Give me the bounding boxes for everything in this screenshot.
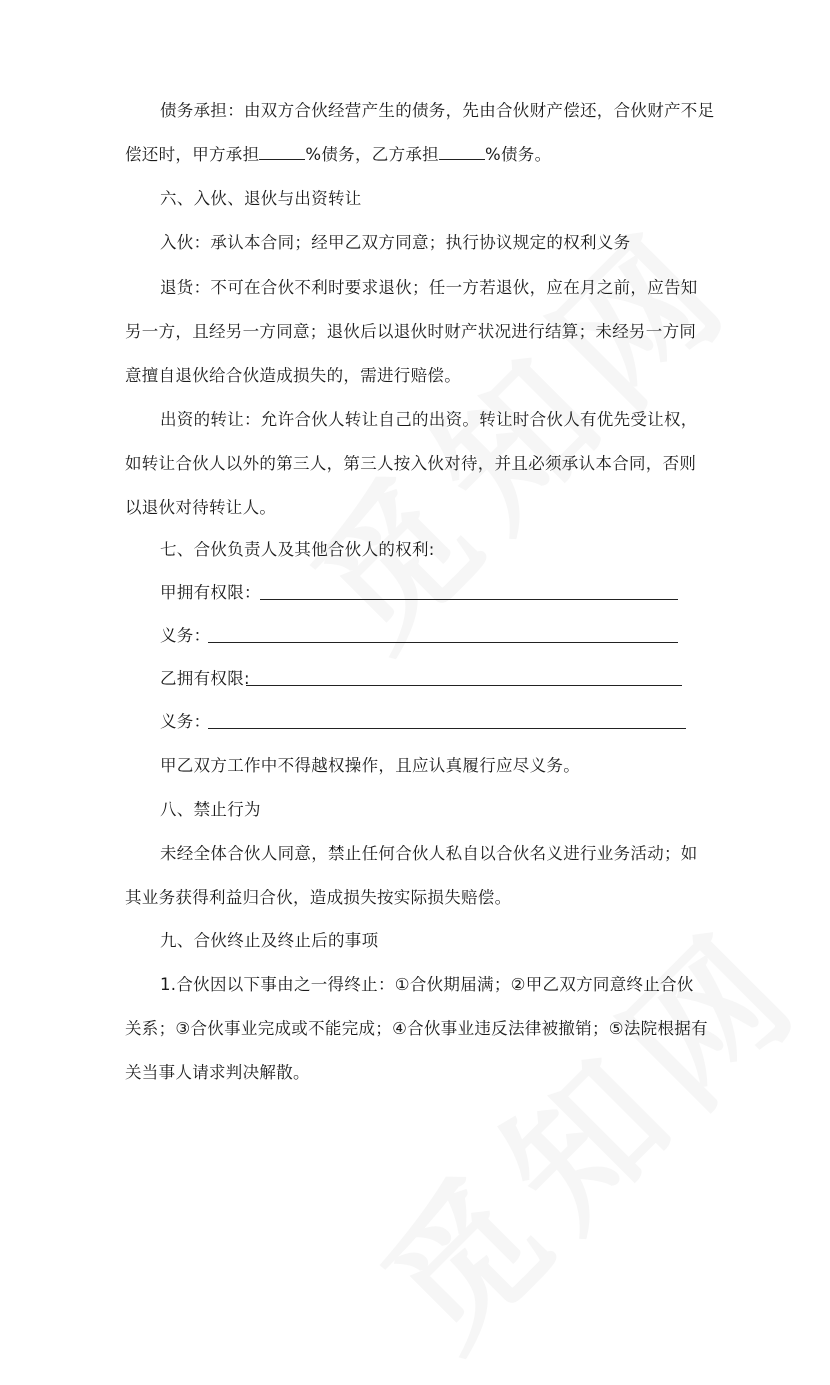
debt-line-1: 债务承担：由双方合伙经营产生的债务，先由合伙财产偿还，合伙财产不足: [160, 101, 715, 120]
party-a-debt-percent-blank[interactable]: [259, 145, 305, 160]
join-clause: 入伙：承认本合同；经甲乙双方同意；执行协议规定的权利义务: [160, 233, 631, 252]
section-6-heading: 六、入伙、退伙与出资转让: [160, 189, 362, 208]
watermark-lower: [328, 871, 830, 1384]
transfer-clause: 出资的转让：允许合伙人转让自己的出资。转让时合伙人有优先受让权，如转让合伙人以外的第三人，第三人按入伙对待，并且必须承认本合同，否则以退伙对待转让人。: [125, 410, 698, 517]
section-7-closing: 甲乙双方工作中不得越权操作，且应认真履行应尽义务。: [160, 756, 580, 775]
party-b-duty-label: 义务：: [160, 712, 211, 731]
debt-line-2: [125, 145, 551, 165]
party-b-rights-blank[interactable]: [246, 685, 682, 686]
section-9-item-1: 1.合伙因以下事由之一得终止：①合伙期届满；②甲乙双方同意终止合伙关系；③合伙事业完成或不能完成；④合伙事业违反法律被撤销；⑤法院根据有关当事人请求判决解散。: [125, 975, 708, 1082]
party-a-rights-blank[interactable]: [260, 599, 678, 600]
section-9-heading: 九、合伙终止及终止后的事项: [160, 931, 379, 950]
party-a-duty-label: 义务：: [160, 626, 211, 645]
section-8-heading: 八、禁止行为: [160, 800, 261, 819]
section-7-heading: 七、合伙负责人及其他合伙人的权利:: [160, 540, 435, 559]
party-a-duty-blank[interactable]: [208, 642, 678, 643]
section-8-text: 未经全体合伙人同意，禁止任何合伙人私自以合伙名义进行业务活动；如其业务获得利益归合伙，造成损失按实际损失赔偿。: [125, 844, 698, 907]
party-b-debt-percent-blank[interactable]: [439, 145, 485, 160]
withdraw-clause: 退货：不可在合伙不利时要求退伙；任一方若退伙，应在月之前，应告知另一方，且经另一方同意；退伙后以退伙时财产状况进行结算；未经另一方同意擅自退伙给合伙造成损失的，需进行赔偿。: [125, 278, 698, 385]
debt-party-a-text: 偿还时，甲方承担: [125, 145, 260, 164]
party-b-rights-label: 乙拥有权限:: [160, 669, 250, 688]
debt-party-b-text: %债务，乙方承担: [305, 145, 439, 164]
debt-end-text: %债务。: [484, 145, 552, 164]
party-b-duty-blank[interactable]: [208, 728, 686, 729]
party-a-rights-label: 甲拥有权限：: [160, 583, 261, 602]
